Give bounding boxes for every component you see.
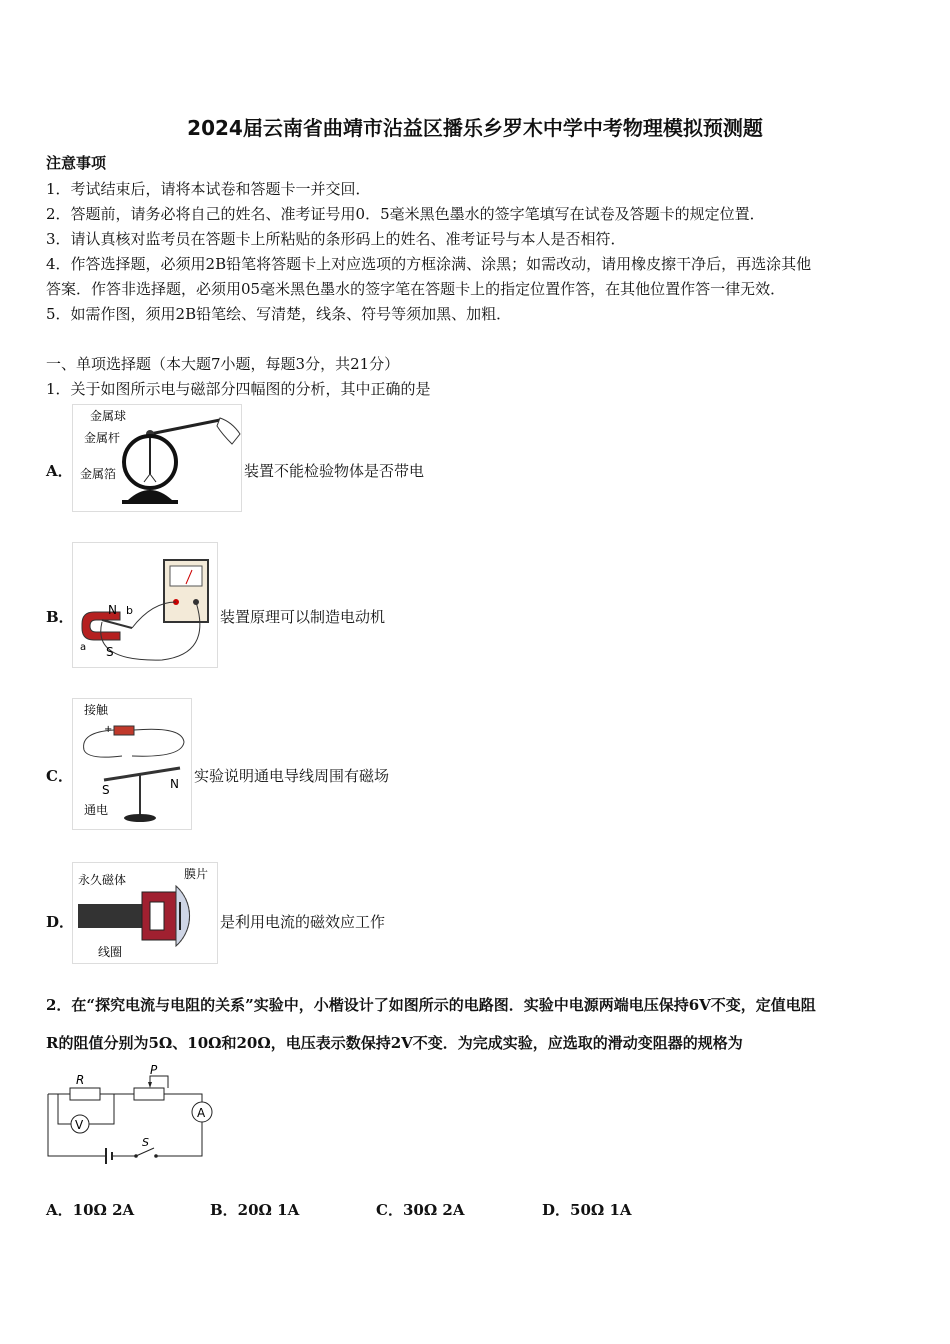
choice-b: B．20Ω 1A [210, 1201, 300, 1219]
label-s: S [106, 645, 114, 659]
label-permanent-magnet: 永久磁体 [78, 873, 127, 887]
page-title: 2024届云南省曲靖市沾益区播乐乡罗木中学中考物理模拟预测题 [187, 116, 763, 140]
notice-item: 4．作答选择题，必须用2B铅笔将答题卡上对应选项的方框涂满、涂黑；如需改动，请用橡皮擦干净后，再选涂其他 [46, 255, 812, 273]
question-1-stem: 1．关于如图所示电与磁部分四幅图的分析，其中正确的是 [46, 380, 431, 398]
label-b: b [126, 604, 133, 617]
label-south: S [102, 783, 110, 797]
question-2-stem-line2: R的阻值分别为5Ω、10Ω和20Ω，电压表示数保持2V不变．为完成实验，应选取的滑动变阻器的规格为 [46, 1034, 743, 1052]
option-b-letter: B． [46, 608, 74, 626]
electroscope-figure [72, 404, 242, 512]
label-metal-rod: 金属杆 [84, 431, 121, 445]
notice-item: 2．答题前，请务必将自己的姓名、准考证号用0．5毫米黑色墨水的签字笔填写在试卷及答题卡的规定位置． [46, 205, 765, 223]
label-n: N [108, 603, 117, 617]
choice-a: A．10Ω 2A [46, 1201, 135, 1219]
notice-item: 3．请认真核对监考员在答题卡上所粘贴的条形码上的姓名、准考证号与本人是否相符． [46, 230, 626, 248]
induction-figure [72, 542, 218, 668]
circuit-diagram [44, 1062, 214, 1166]
oersted-figure [72, 698, 192, 830]
microphone-figure [72, 862, 218, 964]
section-heading: 一、单项选择题（本大题7小题，每题3分，共21分） [46, 355, 400, 373]
label-coil: 线圈 [98, 945, 123, 959]
option-c-text: 实验说明通电导线周围有磁场 [194, 767, 390, 785]
label-north: N [170, 777, 179, 791]
notice-item: 答案．作答非选择题，必须用05毫米黑色墨水的签字笔在答题卡上的指定位置作答，在其他位置作答一律无效． [46, 280, 786, 298]
question-2-stem-line1: 2．在“探究电流与电阻的关系”实验中，小楷设计了如图所示的电路图．实验中电源两端电压保持6V不变，定值电阻 [46, 996, 816, 1014]
option-a-text: 装置不能检验物体是否带电 [244, 462, 425, 480]
ammeter-symbol: A [197, 1106, 206, 1120]
choice-c: C．30Ω 2A [376, 1201, 465, 1219]
option-d-letter: D． [46, 913, 75, 931]
notice-item: 1．考试结束后，请将本试卷和答题卡一并交回． [46, 180, 371, 198]
label-energized: 通电 [84, 803, 109, 817]
label-switch: S [142, 1136, 149, 1149]
label-a: a [80, 642, 87, 653]
choice-d: D．50Ω 1A [542, 1201, 632, 1219]
option-b-text: 装置原理可以制造电动机 [220, 608, 386, 626]
label-slider: P [150, 1063, 158, 1077]
voltmeter-symbol: V [75, 1118, 84, 1132]
label-contact: 接触 [84, 703, 109, 717]
option-d-text: 是利用电流的磁效应工作 [220, 913, 386, 931]
label-plus: + [104, 724, 113, 735]
label-metal-ball: 金属球 [90, 409, 127, 423]
notice-item: 5．如需作图，须用2B铅笔绘、写清楚，线条、符号等须加黑、加粗． [46, 305, 512, 323]
option-a-letter: A． [46, 462, 73, 480]
label-resistor: R [76, 1073, 85, 1087]
label-metal-foil: 金属箔 [80, 467, 117, 481]
label-diaphragm: 膜片 [184, 867, 209, 881]
notice-heading: 注意事项 [46, 154, 107, 172]
option-c-letter: C． [46, 767, 73, 785]
